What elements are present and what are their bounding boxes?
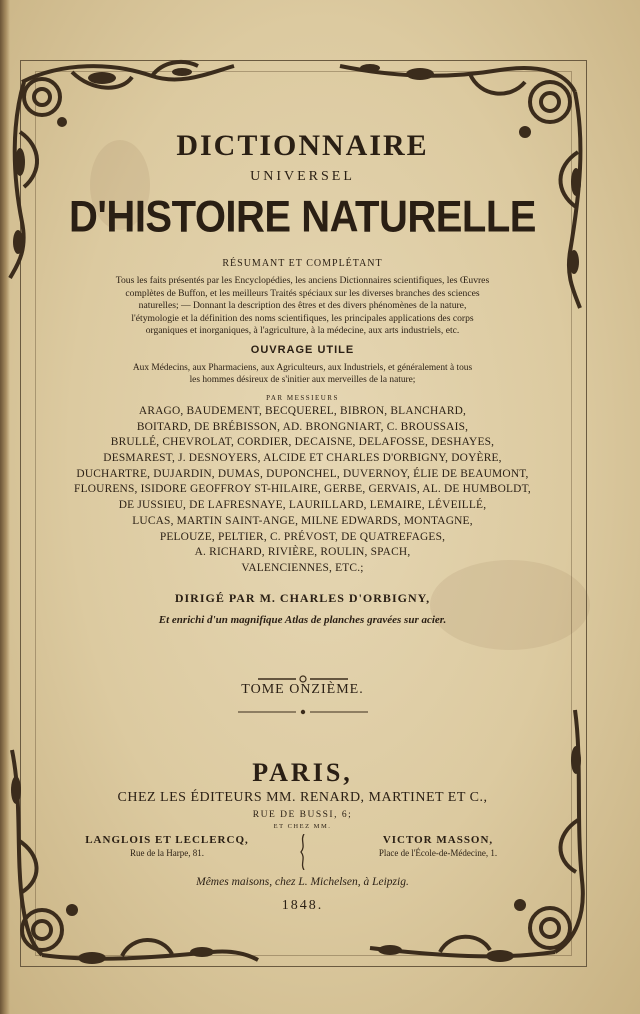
imprint-street: RUE DE BUSSI, 6; bbox=[252, 809, 353, 820]
imprint-city: PARIS, bbox=[252, 757, 353, 787]
description-line: Tous les faits présentés par les Encyclopédies, les anciens Dictionnaires scientifiques, les Œuvres bbox=[115, 275, 490, 286]
authors-line: DE JUSSIEU, DE LAFRESNAYE, LAURILLARD, LEMAIRE, LÉVEILLÉ, bbox=[118, 499, 487, 512]
imprint-publishers: CHEZ LES ÉDITEURS MM. RENARD, MARTINET ET C., bbox=[117, 789, 488, 805]
publisher-right-name: VICTOR MASSON, bbox=[382, 833, 494, 846]
tome-label: TOME ONZIÈME. bbox=[241, 681, 364, 697]
authors-line: ARAGO, BAUDEMENT, BECQUEREL, BIBRON, BLANCHARD, bbox=[138, 404, 467, 417]
authors-line: FLOURENS, ISIDORE GEOFFROY ST-HILAIRE, GERBE, GERVAIS, AL. DE HUMBOLDT, bbox=[74, 483, 531, 496]
directed-by-line: DIRIGÉ PAR M. CHARLES D'ORBIGNY, bbox=[174, 590, 431, 605]
par-messieurs-label: PAR MESSIEURS bbox=[266, 393, 339, 402]
authors-line: PELOUZE, PELTIER, C. PRÉVOST, DE QUATREFAGES, bbox=[159, 530, 446, 543]
publisher-left-name: LANGLOIS ET LECLERCQ, bbox=[85, 833, 249, 846]
authors-line: DESMAREST, J. DESNOYERS, ALCIDE ET CHARLES D'ORBIGNY, DOYÈRE, bbox=[103, 452, 502, 465]
tome-divider-top bbox=[258, 670, 348, 678]
authors-line: VALENCIENNES, ETC.; bbox=[241, 562, 364, 574]
audience-line: Aux Médecins, aux Pharmaciens, aux Agriculteurs, aux Industriels, et généralement à tous bbox=[132, 362, 473, 373]
title-line-histoire-naturelle: D'HISTOIRE NATURELLE bbox=[69, 192, 536, 242]
authors-line: A. RICHARD, RIVIÈRE, ROULIN, SPACH, bbox=[194, 546, 411, 559]
description-paragraph bbox=[60, 275, 545, 338]
publisher-left-address: Rue de la Harpe, 81. bbox=[130, 847, 204, 858]
description-line: naturelles; — Donnant la description des êtres et des divers phénomènes de la nature, bbox=[138, 300, 467, 312]
audience-paragraph bbox=[60, 362, 545, 386]
description-line: l'étymologie et la définition des noms scientifiques, les principales applications des corps bbox=[131, 312, 474, 324]
title-text-block bbox=[60, 125, 545, 914]
title-line-universel: UNIVERSEL bbox=[250, 169, 355, 184]
atlas-line: Et enrichi d'un magnifique Atlas de planches gravées sur acier. bbox=[158, 613, 447, 626]
authors-line: BOITARD, DE BRÉBISSON, AD. BRONGNIART, C. BROUSSAIS, bbox=[136, 420, 469, 433]
publisher-right bbox=[333, 834, 543, 858]
co-publishers-row bbox=[60, 834, 545, 870]
authors-line: LUCAS, MARTIN SAINT-ANGE, MILNE EDWARDS, MONTAGNE, bbox=[132, 514, 473, 527]
title-line-dictionnaire: DICTIONNAIRE bbox=[176, 129, 429, 162]
resume-heading: RÉSUMANT ET COMPLÉTANT bbox=[222, 258, 383, 269]
authors-line: BRULLÉ, CHEVROLAT, CORDIER, DECAISNE, DELAFOSSE, DESHAYES, bbox=[110, 436, 495, 449]
ouvrage-utile-heading: OUVRAGE UTILE bbox=[250, 343, 355, 356]
publisher-right-address: Place de l'École-de-Médecine, 1. bbox=[378, 847, 498, 858]
brace-divider bbox=[298, 834, 308, 870]
authors-list bbox=[60, 404, 545, 577]
tome-divider-bottom bbox=[238, 702, 368, 708]
audience-line: les hommes désireux de s'initier aux merveilles de la nature; bbox=[189, 374, 416, 385]
authors-line: DUCHARTRE, DUJARDIN, DUMAS, DUPONCHEL, DUVERNOY, ÉLIE DE BEAUMONT, bbox=[76, 467, 529, 480]
imprint-year: 1848. bbox=[281, 897, 324, 913]
imprint-leipzig-line: Mêmes maisons, chez L. Michelsen, à Leipzig. bbox=[196, 875, 409, 888]
description-line: complètes de Buffon, et les meilleurs Traités spéciaux sur les diverses branches des sciences bbox=[125, 287, 480, 299]
publisher-left bbox=[62, 834, 272, 858]
imprint-et-chez: ET CHEZ MM. bbox=[273, 822, 332, 830]
description-line: organiques et inorganiques, à l'agriculture, à la médecine, aux arts industriels, etc. bbox=[145, 325, 460, 337]
